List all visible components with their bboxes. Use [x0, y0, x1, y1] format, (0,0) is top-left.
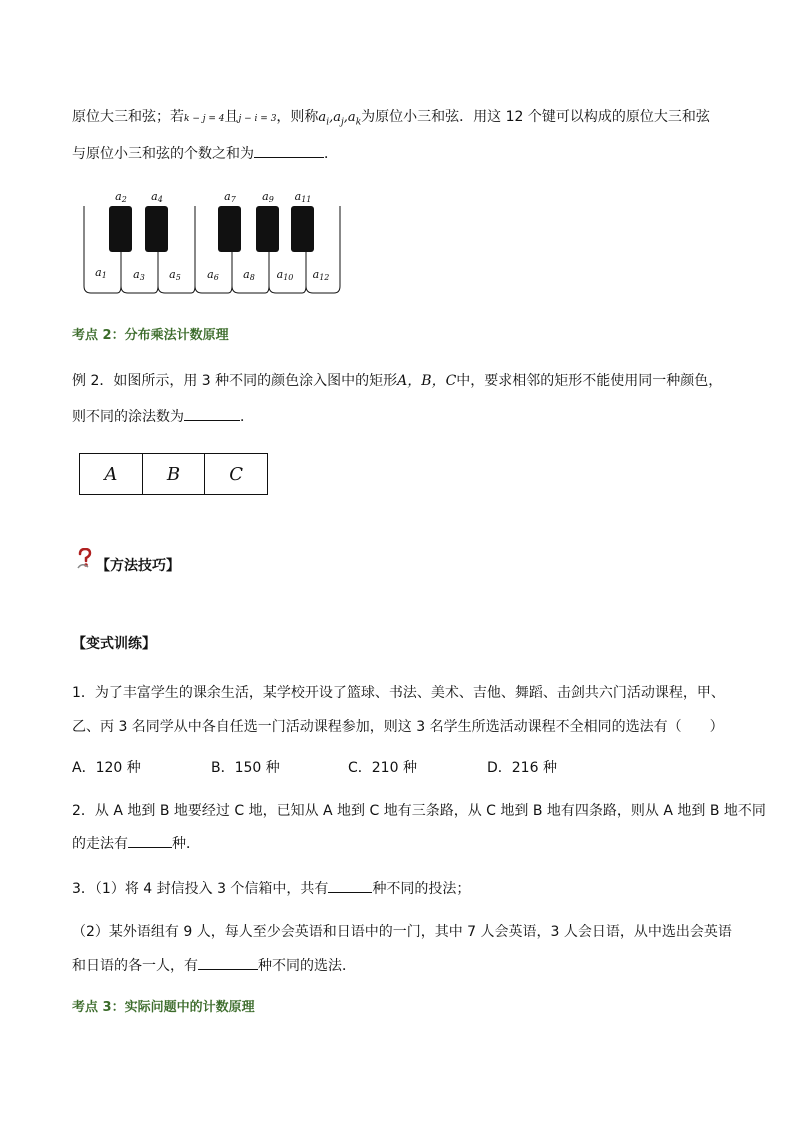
label-a1: a1	[95, 266, 107, 280]
topic-2-heading: 考点 2：分布乘法计数原理	[72, 328, 229, 343]
black-key-5	[291, 206, 314, 252]
text: 种．	[172, 836, 200, 852]
option-a[interactable]: A．120 种	[72, 760, 141, 776]
q1-line2: 乙、丙 3 名同学从中各自任选一门活动课程参加，则这 3 名学生所选活动课程不全相同的选法有（ ）	[72, 719, 724, 735]
text: 种不同的投法；	[372, 881, 471, 897]
text: 与原位小三和弦的个数之和为	[72, 146, 254, 162]
rect-b	[143, 454, 206, 494]
q1-line1: 1．为了丰富学生的课余生活，某学校开设了篮球、书法、美术、吉他、舞蹈、击剑共六门活动课程，甲、	[72, 685, 725, 701]
label-a2: a2	[115, 190, 127, 204]
q3-line1	[72, 878, 470, 899]
method-tips-heading: 【方法技巧】	[96, 558, 180, 574]
label-a7: a7	[224, 190, 236, 204]
rect-letters: A，B，C	[397, 373, 457, 389]
label-a11: a11	[294, 190, 312, 204]
text: 为原位小三和弦．用这 12 个键可以构成的原位大三和弦	[361, 109, 710, 125]
text: 原位大三和弦；若	[72, 109, 184, 125]
label-a12: a12	[312, 268, 330, 282]
text: ．	[240, 409, 254, 425]
q3-line3	[72, 955, 356, 976]
label-a9: a9	[262, 190, 274, 204]
option-b[interactable]: B．150 种	[211, 760, 280, 776]
label-a3: a3	[133, 268, 145, 282]
q2-line1: 2．从 A 地到 B 地要经过 C 地，已知从 A 地到 C 地有三条路，从 C 地到 B 地有四条路，则从 A 地到 B 地不同	[72, 803, 766, 819]
black-key-4	[256, 206, 279, 252]
text: 中，要求相邻的矩形不能使用同一种颜色，	[456, 373, 723, 389]
rect-label: A	[104, 463, 118, 485]
example2-line2	[72, 406, 254, 427]
example2-line1	[72, 371, 722, 391]
text: 和日语的各一人，有	[72, 958, 198, 974]
text: 种不同的选法．	[258, 958, 356, 974]
rect-c	[205, 454, 267, 494]
label-a10: a10	[276, 268, 294, 282]
abc-rectangles	[79, 453, 268, 495]
black-key-1	[109, 206, 132, 252]
black-key-3	[218, 206, 241, 252]
option-d[interactable]: D．216 种	[487, 760, 557, 776]
label-a8: a8	[243, 268, 255, 282]
label-a6: a6	[207, 268, 219, 282]
problem1-line1	[72, 107, 710, 133]
rect-a	[80, 454, 143, 494]
text: 且	[224, 109, 239, 125]
option-c[interactable]: C．210 种	[348, 760, 417, 776]
answer-blank[interactable]	[184, 406, 240, 421]
text: 3．（1）将 4 封信投入 3 个信箱中，共有	[72, 881, 329, 897]
rect-label: C	[229, 463, 244, 485]
condition-1: k − j = 4	[184, 114, 225, 124]
answer-blank[interactable]	[198, 955, 258, 970]
question-mark-icon	[76, 548, 94, 570]
variant-training-heading: 【变式训练】	[72, 636, 156, 652]
rect-label: B	[166, 463, 181, 485]
problem1-line2	[72, 143, 338, 164]
text: ．	[324, 146, 338, 162]
answer-blank[interactable]	[254, 143, 324, 158]
text: 则不同的涂法数为	[72, 409, 184, 425]
triad-notation: $a_i,a_j,a_k$	[318, 110, 362, 128]
text: 的走法有	[72, 836, 128, 852]
q2-line2	[72, 833, 200, 854]
answer-blank[interactable]	[128, 833, 172, 848]
answer-blank[interactable]	[328, 878, 372, 893]
label-a4: a4	[151, 190, 163, 204]
topic-3-heading: 考点 3：实际问题中的计数原理	[72, 1000, 255, 1015]
text: ，则称	[276, 109, 319, 125]
condition-2: j − i = 3	[238, 114, 277, 124]
piano-keyboard-figure	[80, 186, 345, 298]
text: 例 2．如图所示，用 3 种不同的颜色涂入图中的矩形	[72, 373, 398, 389]
q3-line2: （2）某外语组有 9 人，每人至少会英语和日语中的一门，其中 7 人会英语，3 人会日语，从中选出会英语	[72, 924, 732, 940]
black-key-2	[145, 206, 168, 252]
label-a5: a5	[169, 268, 181, 282]
